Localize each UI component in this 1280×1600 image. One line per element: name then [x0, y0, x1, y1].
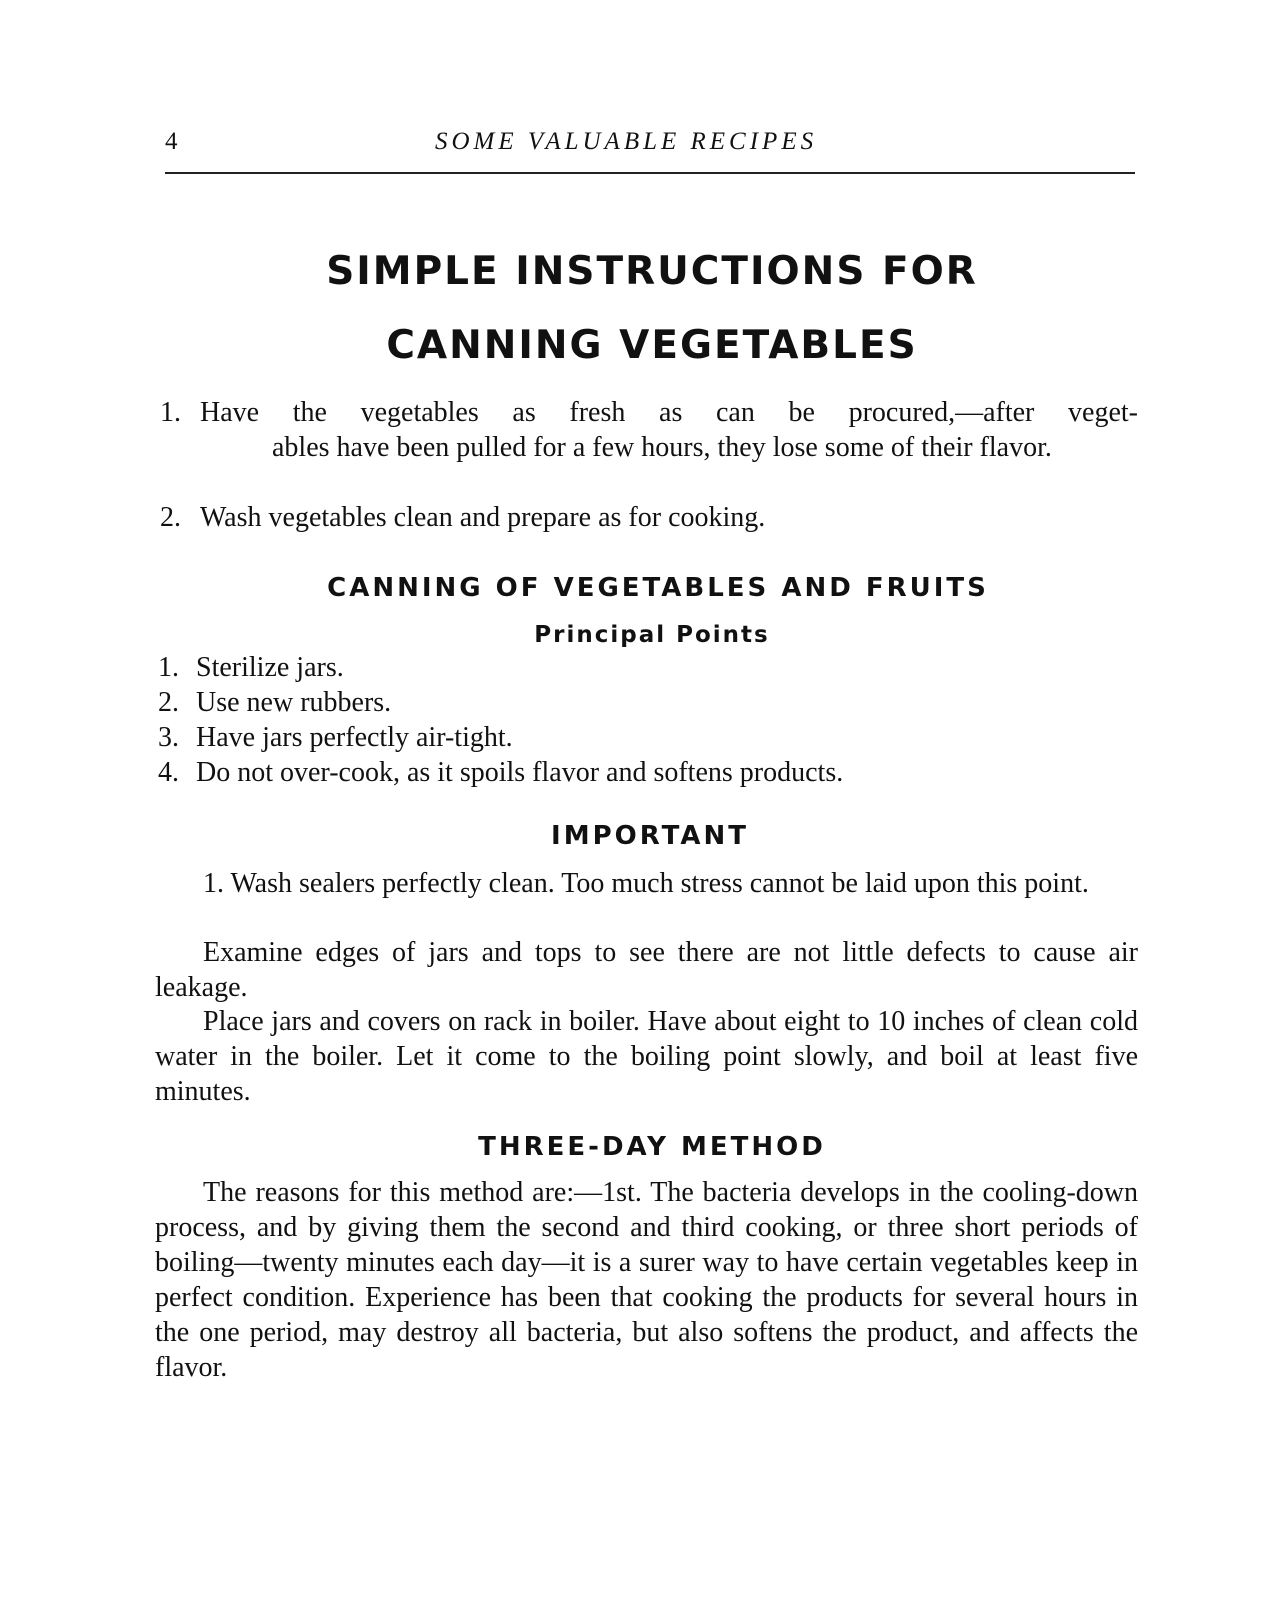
running-title: SOME VALUABLE RECIPES — [435, 128, 818, 155]
page-number: 4 — [165, 128, 178, 155]
step-first-line: Wash vegetables clean and prepare as for cooking. — [200, 502, 766, 533]
list-item-text: Sterilize jars. — [196, 652, 344, 683]
list-item — [158, 685, 1138, 720]
important-paragraph: 1. Wash sealers perfectly clean. Too much stress cannot be laid upon this point. — [203, 868, 1089, 899]
list-item-number: 3. — [158, 722, 179, 753]
list-item-number: 4. — [158, 757, 179, 788]
important-paragraph: Examine edges of jars and tops to see there are not little defects to cause air leakage. — [155, 937, 1138, 1003]
list-item-text: Use new rubbers. — [196, 687, 392, 718]
section-heading-important: IMPORTANT — [551, 821, 749, 851]
page-title-line-2: CANNING VEGETABLES — [386, 323, 918, 368]
list-item — [158, 650, 1138, 685]
step-first-line: Have the vegetables as fresh as can be procured,—after veget- — [200, 397, 1138, 428]
list-item — [158, 755, 1138, 790]
instruction-step — [160, 500, 1138, 535]
step-number: 2. — [160, 502, 181, 533]
list-item-number: 2. — [158, 687, 179, 718]
principal-points-list — [158, 650, 1138, 790]
subheading-principal-points: Principal Points — [534, 622, 770, 648]
step-continuation: ables have been pulled for a few hours, they lose some of their flavor. — [272, 432, 1052, 463]
list-item-text: Have jars perfectly air-tight. — [196, 722, 513, 753]
header-rule — [165, 172, 1135, 174]
instruction-step — [160, 395, 1138, 465]
step-number: 1. — [160, 397, 181, 428]
list-item-number: 1. — [158, 652, 179, 683]
running-header — [165, 126, 1135, 166]
list-item — [158, 720, 1138, 755]
section-heading-canning: CANNING OF VEGETABLES AND FRUITS — [327, 573, 989, 603]
page-title-line-1: SIMPLE INSTRUCTIONS FOR — [326, 249, 978, 294]
important-paragraph: Place jars and covers on rack in boiler. Have about eight to 10 inches of clean cold water in the boiler. Let it come to the boiling point slowly, and boil at least five minutes. — [155, 1006, 1138, 1107]
three-day-method-paragraph: The reasons for this method are:—1st. The bacteria develops in the cooling-down process, and by giving them the second and third cooking, or three short periods of boiling—twenty minutes each day—it is a surer way to have certain vegetables keep in perfect condition. Experience has been that cooking the products for several hours in the one period, may destroy all bacteria, but also softens the product, and affects the flavor. — [155, 1177, 1138, 1383]
section-heading-three-day-method: THREE-DAY METHOD — [478, 1132, 826, 1162]
list-item-text: Do not over-cook, as it spoils flavor and softens products. — [196, 757, 844, 788]
